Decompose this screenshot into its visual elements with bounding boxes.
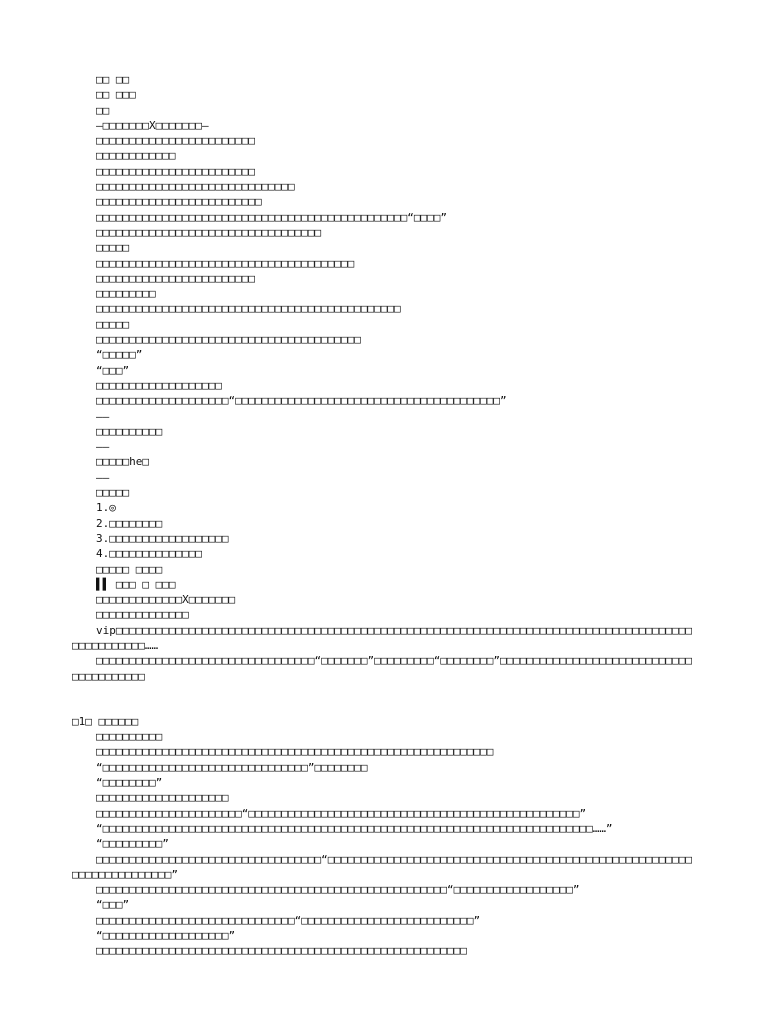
list-item: 3.□□□□□□□□□□□□□□□□□□ xyxy=(96,531,229,545)
paragraph: □□□□□□□□□□□□□□□□□□□□□□□□□□□□□□□□□□“□□□□□□□□□□□□□□□□□□□□□□□□□□□□□□□□□□□□□□□□□□□□□□□□□□□□□□□□□□□□□□□□□□□□□□” xyxy=(72,852,693,881)
text-line: “□□□” xyxy=(96,363,130,377)
text-line: —□□□□□□□X□□□□□□□— xyxy=(96,118,209,132)
text-line: □□ xyxy=(96,103,110,117)
text-line: □□□□□□□□□□□□□□□□□□□□□□□□□□□□□□□□□□□□□□□□ xyxy=(96,333,361,347)
text-line: □□□□□□□□□□□□□□□□□□□□□□□□□□□□□□□□□□□□□□□□□□□□□□ xyxy=(96,302,401,316)
text-line: □□□□□ xyxy=(96,486,130,500)
chapter-body xyxy=(72,729,696,851)
text-line: □□ □□ xyxy=(96,73,130,86)
document-page xyxy=(72,72,696,959)
text-line: □□□□□□□□□□□□□□□□□□□□□□□□□□□□□□□□□□□□□□□□□□□□□□□□□□□□□□□□ xyxy=(96,944,467,958)
text-line: □□□□□□□□□□ xyxy=(96,730,163,744)
chapter-heading: □1□ □□□□□□ xyxy=(72,714,139,728)
list-item: 4.□□□□□□□□□□□□□□ xyxy=(96,547,202,561)
separator-dash: —— xyxy=(96,470,110,484)
text-line: □□□□□□□□□□□□□□□□□□□□□□□□□□□□□□□□□□□□□□□□□□□□□□□□□□□□□□□□□□□□ xyxy=(96,745,494,759)
text-line: □□□□□□□□□□□□□□□□□□□□□□“□□□□□□□□□□□□□□□□□□□□□□□□□□□□□□□□□□□□□□□□□□□□□□□□□□” xyxy=(96,806,587,820)
separator-dash: —— xyxy=(96,440,110,454)
text-line: □□□□□□□□□□□□□□□□□□□□□□□□□□□□□□□□□□□□□□□□□□□□□□□“□□□□” xyxy=(96,210,447,224)
list-item: 2.□□□□□□□□ xyxy=(96,516,163,530)
text-line: “□□□□□□□□□□□□□□□□□□□□□□□□□□□□□□□”□□□□□□□□ xyxy=(96,760,368,774)
blank-space xyxy=(72,684,696,714)
text-line: □□□□□□□□□□□□□□□□□□□□□□□□□□□□□□“□□□□□□□□□□□□□□□□□□□□□□□□□□” xyxy=(96,913,481,927)
text-line: □□□□□□□□□□□□□□□□□□□ xyxy=(96,378,222,392)
text-line: “□□□□□” xyxy=(96,348,143,362)
separator-dash: —— xyxy=(96,409,110,423)
text-line: “□□□□□□□□” xyxy=(96,776,163,790)
text-line: □□□□□□□□□□□□ xyxy=(96,149,176,163)
text-line: ▌▌ □□□ □ □□□ xyxy=(96,577,176,591)
front-matter xyxy=(72,72,696,623)
text-line: □□□□□□□□□□□□□□□□□□□□□□□□□ xyxy=(96,195,262,209)
text-line: □□□□□□□□□□□□□□□□□□□□ xyxy=(96,791,229,805)
text-line: “□□□□□□□□□” xyxy=(96,837,169,851)
paragraph: □□□□□□□□□□□□□□□□□□□□□□□□□□□□□□□□□“□□□□□□□”□□□□□□□□□“□□□□□□□□”□□□□□□□□□□□□□□□□□□□□□□□□□□□□□□□□□□□□□□□□ xyxy=(72,654,693,683)
text-line: □□□□□ xyxy=(96,241,130,255)
text-line: □□□□□□□□□□□□□□□□□□□□□□□□ xyxy=(96,271,255,285)
chapter-body-continued xyxy=(72,882,696,958)
text-line: □□□□□□□□□□□□□X□□□□□□□ xyxy=(96,593,236,607)
text-line: □□□□□□□□□□□□□□□□□□□□“□□□□□□□□□□□□□□□□□□□□□□□□□□□□□□□□□□□□□□□□” xyxy=(96,394,507,408)
text-line: □□□□□□□□□ xyxy=(96,287,156,301)
text-line: □□□□□he□ xyxy=(96,455,149,469)
text-line: □□□□□□□□□□□□□□□□□□□□□□□□□□□□□□□□□□□□□□□□□□□□□□□□□□□□□“□□□□□□□□□□□□□□□□□□” xyxy=(96,883,580,897)
text-line: □□□□□□□□□□□□□□□□□□□□□□□□ xyxy=(96,134,255,148)
text-line: □□□□□ □□□□ xyxy=(96,562,163,576)
text-line: □□□□□□□□□□□□□□□□□□□□□□□□□□□□□□□□□□ xyxy=(96,225,322,239)
text-line: □□ □□□ xyxy=(96,88,136,102)
list-item: 1.◎ xyxy=(96,501,116,515)
text-line: □□□□□□□□□□ xyxy=(96,424,163,438)
text-line: □□□□□□□□□□□□□□□□□□□□□□□□□□□□□□□□□□□□□□□ xyxy=(96,256,355,270)
text-line: “□□□□□□□□□□□□□□□□□□□□□□□□□□□□□□□□□□□□□□□□□□□□□□□□□□□□□□□□□□□□□□□□□□□□□□□□□□……” xyxy=(96,821,613,835)
text-line: □□□□□ xyxy=(96,317,130,331)
paragraph: vip□□□□□□□□□□□□□□□□□□□□□□□□□□□□□□□□□□□□□□□□□□□□□□□□□□□□□□□□□□□□□□□□□□□□□□□□□□□□□□□□□□□□□□□□□□□□□□□□□□…… xyxy=(72,623,693,652)
text-line: □□□□□□□□□□□□□□□□□□□□□□□□□□□□□□ xyxy=(96,180,295,194)
text-line: □□□□□□□□□□□□□□ xyxy=(96,608,189,622)
text-line: □□□□□□□□□□□□□□□□□□□□□□□□ xyxy=(96,164,255,178)
text-line: “□□□” xyxy=(96,898,130,912)
text-line: “□□□□□□□□□□□□□□□□□□□” xyxy=(96,929,236,943)
